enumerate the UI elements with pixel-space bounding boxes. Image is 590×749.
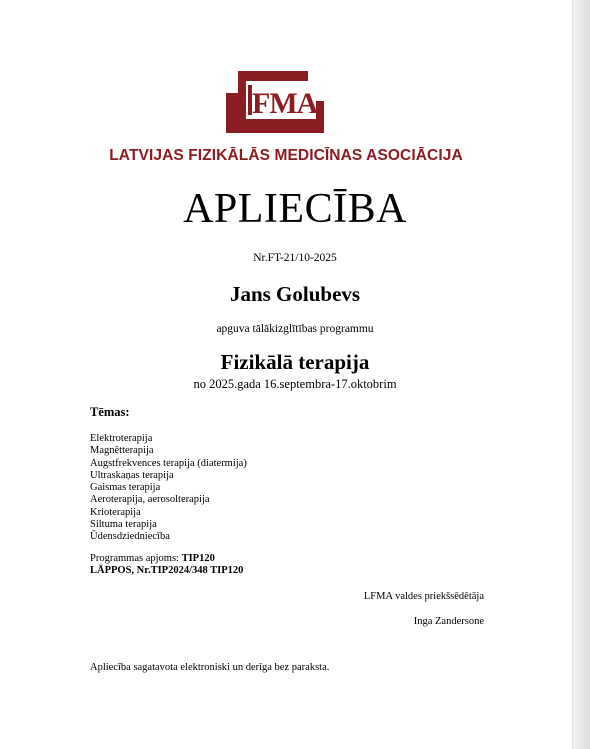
program-volume-value: TIP120 <box>181 553 215 564</box>
certificate-title: APLIECĪBA <box>183 186 407 232</box>
lfma-logo <box>226 71 324 133</box>
completed-text: apguva tālākizglītības programmu <box>216 323 374 335</box>
topics-heading: Tēmas: <box>90 405 130 419</box>
signatory-name: Inga Zandersone <box>413 616 484 627</box>
signatory-role: LFMA valdes priekšsēdētāja <box>363 591 484 602</box>
program-period: no 2025.gada 16.septembra-17.oktobrim <box>193 377 397 391</box>
topic-item: Siltuma terapija <box>90 519 157 531</box>
electronic-note: Apliecība sagatavota elektroniski un derīga bez paraksta. <box>90 662 330 673</box>
program-name: Fizikālā terapija <box>220 350 370 374</box>
topic-item: Ultraskaņas terapija <box>90 469 174 481</box>
topic-item: Magnētterapija <box>90 445 154 457</box>
topics-list <box>90 433 247 544</box>
program-volume <box>90 553 215 565</box>
certificate-number: Nr.FT-21/10-2025 <box>253 252 337 264</box>
program-pages-line: LĀPPOS, Nr.TIP2024/348 TIP120 <box>90 565 244 576</box>
topic-item: Gaismas terapija <box>90 482 161 494</box>
topic-item: Augstfrekvences terapija (diatermija) <box>90 457 247 469</box>
page-edge-shadow <box>572 0 590 749</box>
program-volume-label: Programmas apjoms: <box>90 553 179 564</box>
topic-item: Aeroterapija, aerosolterapija <box>90 494 210 506</box>
organization-name: LATVIJAS FIZIKĀLĀS MEDICĪNAS ASOCIĀCIJA <box>109 147 463 164</box>
topic-item: Krioterapija <box>90 506 141 518</box>
recipient-name: Jans Golubevs <box>229 282 361 306</box>
topic-item: Ūdensdziedniecība <box>90 531 170 543</box>
topic-item: Elektroterapija <box>90 433 153 444</box>
svg-text:FMA: FMA <box>252 87 318 120</box>
